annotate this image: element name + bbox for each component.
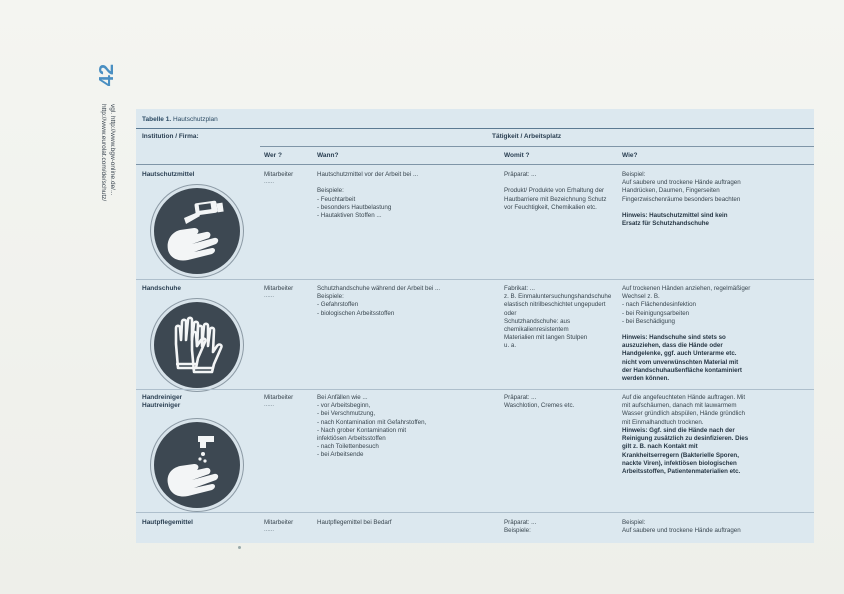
row2-what: Fabrikat: ... z. B. Einmaluntersuchungshandschuhe elastisch nitrilbeschichtet ungepudert oder Schutzhandschuhe: aus chemikalienresistentem Materialien mit langen Stulpen u. a. bbox=[504, 285, 612, 350]
rule-header-bottom bbox=[136, 164, 814, 165]
row4-how: Beispiel: Auf saubere und trockene Hände auftragen bbox=[622, 519, 741, 535]
header-activity: Tätigkeit / Arbeitsplatz bbox=[492, 133, 562, 140]
row1-who-blank: ...... bbox=[264, 179, 275, 185]
row4-who: Mitarbeiter bbox=[264, 519, 294, 526]
row4-who-blank: ...... bbox=[264, 527, 275, 533]
row2-how: Auf trockenen Händen anziehen, regelmäßiger Wechsel z. B. - nach Flächendesinfektion - bei Reinigungsarbeiten - bei Beschädigung bbox=[622, 285, 751, 325]
row3-who-blank: ...... bbox=[264, 402, 275, 408]
rule-subheader bbox=[260, 146, 814, 147]
row1-how-note: Hinweis: Hautschutzmittel sind kein Ersatz für Schutzhandschuhe bbox=[622, 212, 728, 228]
row4-when: Hautpflegemittel bei Bedarf bbox=[317, 519, 392, 526]
gloves-icon bbox=[151, 299, 243, 391]
margin-note: vgl. http://www.bgw-online.de/... bbox=[109, 104, 116, 196]
rule-top bbox=[136, 128, 814, 129]
rule-row3 bbox=[136, 512, 814, 513]
column-header-who: Wer ? bbox=[264, 152, 282, 159]
column-header-when: Wann? bbox=[317, 152, 339, 159]
row-label-skin-protection: Hautschutzmittel bbox=[142, 171, 195, 178]
column-header-how: Wie? bbox=[622, 152, 638, 159]
row1-what: Präparat: ... Produkt/ Produkte von Erhaltung der Hautbarriere mit Bezeichnung Schutz vor Feuchtigkeit, Chemikalien etc. bbox=[504, 171, 607, 211]
row2-who: Mitarbeiter bbox=[264, 285, 294, 292]
row3-what: Präparat: ... Waschlotion, Cremes etc. bbox=[504, 394, 575, 410]
header-institution: Institution / Firma: bbox=[142, 133, 199, 140]
row3-how: Auf die angefeuchteten Hände auftragen. Mit mit aufschäumen, danach mit lauwarmem Wasser gründlich abspülen, Hände gründlich mit Einmalhandtuch trocknen. bbox=[622, 394, 746, 426]
table-title-text: Hautschutzplan bbox=[172, 116, 218, 123]
row-label-skin-care: Hautpflegemittel bbox=[142, 519, 193, 526]
rule-row1 bbox=[136, 279, 814, 280]
row2-who-blank: ...... bbox=[264, 293, 275, 299]
rule-row2 bbox=[136, 389, 814, 390]
scan-speck bbox=[238, 546, 241, 549]
row2-when: Schutzhandschuhe während der Arbeit bei ... Beispiele: - Gefahrstoffen - biologischen Arbeitsstoffen bbox=[317, 285, 441, 317]
row3-how-note: Hinweis: Ggf. sind die Hände nach der Reinigung zusätzlich zu desinfizieren. Dies gilt z. B. nach Kontakt mit Krankheitserregern (Bakterielle Sporen, nackte Viren), infektiösen biologischen Arbeitsstoffen, Patientenmaterialien etc. bbox=[622, 427, 749, 476]
row1-who: Mitarbeiter bbox=[264, 171, 294, 178]
row1-how: Beispiel: Auf saubere und trockene Hände auftragen Handrücken, Daumen, Fingerseiten Fingerzwischenräume besonders beachten bbox=[622, 171, 741, 203]
row-label-hand-cleaner: Handreiniger Hautreiniger bbox=[142, 394, 183, 409]
row3-who: Mitarbeiter bbox=[264, 394, 294, 401]
row2-how-note: Hinweis: Handschuhe sind stets so auszuziehen, dass die Hände oder Handgelenke, ggf. auch Unterarme etc. nicht vom unverwünschten Material mit der Handschuhaußenfläche kontaminiert werden können. bbox=[622, 334, 742, 383]
margin-url: http://www.eurolat.com/de/schutz/ bbox=[100, 104, 107, 202]
skin-protection-table bbox=[136, 109, 814, 543]
table-title bbox=[142, 116, 218, 123]
row4-what: Präparat: ... Beispiele: bbox=[504, 519, 537, 535]
hand-washing-icon bbox=[151, 419, 243, 511]
hand-cream-tube-icon bbox=[151, 185, 243, 277]
table-caption: Tabelle 1. bbox=[142, 116, 172, 123]
row-label-gloves: Handschuhe bbox=[142, 285, 182, 292]
row3-when: Bei Anfällen wie ... - vor Arbeitsbeginn, - bei Verschmutzung, - nach Kontamination mit Gefahrstoffen, - Nach grober Kontamination mit infektiösen Arbeitsstoffen - nach Toilettenbesuch - bei Arbeitsende bbox=[317, 394, 427, 459]
row1-when: Hautschutzmittel vor der Arbeit bei ... Beispiele: - Feuchtarbeit - besonders Hautbelastung - Hautaktiven Stoffen ... bbox=[317, 171, 419, 220]
column-header-what: Womit ? bbox=[504, 152, 530, 159]
page-number: 42 bbox=[96, 64, 118, 87]
